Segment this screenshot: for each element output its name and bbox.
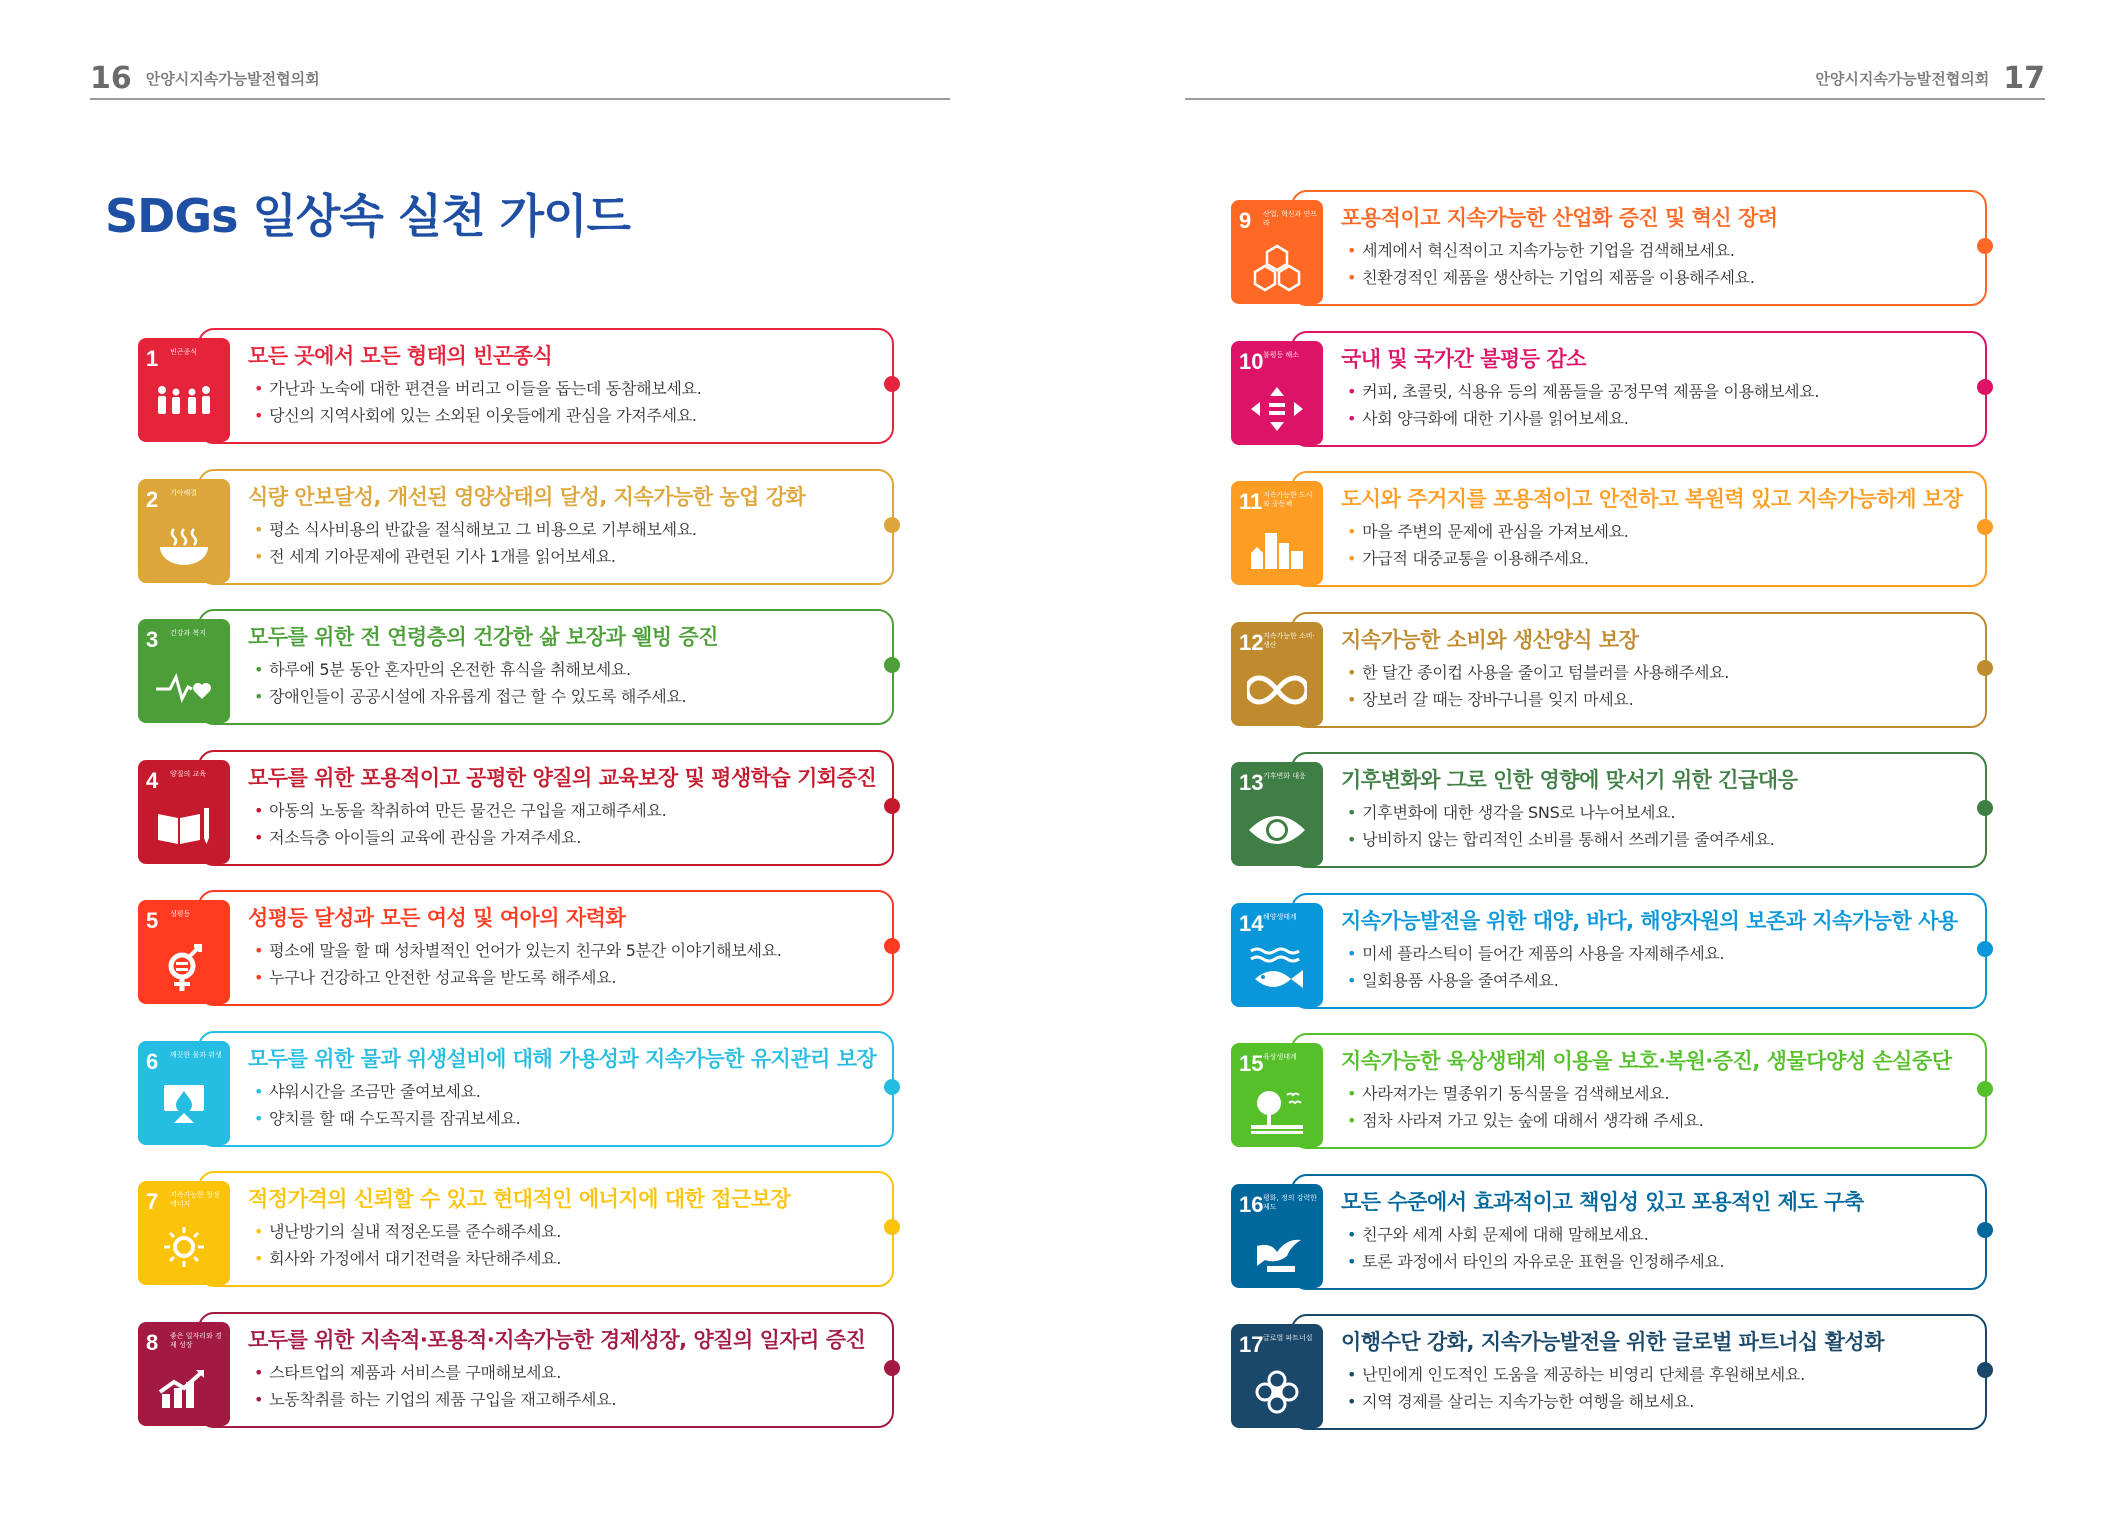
goal-icon-label: 깨끗한 물과 위생: [170, 1050, 222, 1059]
goal-title: 국내 및 국가간 불평등 감소: [1341, 346, 1586, 371]
goal-bullet: [1347, 827, 1775, 850]
goal-bullet: [1347, 406, 1629, 429]
sdg-goal-tile: [1231, 762, 1323, 866]
water-drop-icon: [154, 1083, 214, 1135]
bullet-dot-icon: •: [254, 379, 264, 398]
goal-bullet-text: 평소에 말을 할 때 성차별적인 언어가 있는지 친구와 5분간 이야기해보세요.: [269, 941, 782, 960]
goal-title: 모두를 위한 전 연령층의 건강한 삶 보장과 웰빙 증진: [248, 625, 718, 649]
goal-number: 13: [1239, 770, 1264, 795]
goal-card-1: [138, 328, 898, 446]
sdg-goal-tile: [1231, 1184, 1323, 1288]
bullet-dot-icon: •: [1347, 522, 1357, 541]
goal-bullet-text: 평소 식사비용의 반값을 절식해보고 그 비용으로 기부해보세요.: [269, 519, 697, 539]
cubes-icon: [1247, 242, 1307, 294]
goal-connector-dot: [884, 517, 900, 533]
sdg-goal-tile: [138, 760, 230, 864]
goal-title: 기후변화와 그로 인한 영향에 맞서기 위한 긴급대응: [1341, 768, 1798, 792]
goal-card-3: [138, 609, 898, 727]
infinity-icon: [1247, 664, 1307, 716]
bullet-dot-icon: •: [1347, 241, 1357, 260]
sdg-goal-tile: [1231, 622, 1323, 726]
goal-bullet-text: 친구와 세계 사회 문제에 대해 말해보세요.: [1362, 1224, 1649, 1244]
city-buildings-icon: [1247, 523, 1307, 575]
dove-gavel-icon: [1247, 1226, 1307, 1278]
goal-icon-label: 기아해결: [170, 488, 198, 497]
goal-bullet: [254, 1246, 561, 1269]
goal-number: 2: [146, 486, 159, 512]
book-pencil-icon: [154, 802, 214, 854]
goal-number: 12: [1239, 629, 1264, 655]
bullet-dot-icon: •: [1347, 1365, 1357, 1384]
bullet-dot-icon: •: [254, 406, 264, 425]
goal-bullet-text: 토론 과정에서 타인의 자유로운 표현을 인정해주세요.: [1362, 1251, 1725, 1271]
sdg-goal-tile: [138, 1041, 230, 1145]
goal-icon-label: 양질의 교육: [170, 769, 207, 778]
sdg-goal-tile: [138, 338, 230, 442]
goal-bullet-text: 한 달간 종이컵 사용을 줄이고 텀블러를 사용해주세요.: [1362, 662, 1730, 682]
goal-card-8: [138, 1312, 898, 1430]
goal-title: 성평등 달성과 모든 여성 및 여아의 자력화: [248, 906, 626, 930]
goal-card-13: [1231, 752, 1991, 870]
bullet-dot-icon: •: [1347, 803, 1357, 822]
goal-number: 4: [146, 767, 159, 793]
goal-bullet: [254, 798, 666, 821]
bullet-dot-icon: •: [1347, 689, 1357, 709]
bullet-dot-icon: •: [254, 519, 264, 539]
bullet-dot-icon: •: [254, 800, 264, 820]
goal-card-17: [1231, 1314, 1991, 1432]
goal-icon-label: 성평등: [170, 910, 191, 918]
bullet-dot-icon: •: [254, 1362, 264, 1382]
bullet-dot-icon: •: [1347, 549, 1357, 568]
goal-card-4: [138, 750, 898, 868]
goal-bullet: [254, 376, 702, 399]
goal-number: 17: [1239, 1332, 1264, 1357]
goal-title: 지속가능발전을 위한 대양, 바다, 해양자원의 보존과 지속가능한 사용: [1341, 908, 1958, 933]
goal-bullet: [254, 1079, 481, 1102]
goal-bullet-text: 누구나 건강하고 안전한 성교육을 받도록 해주세요.: [269, 968, 617, 987]
goal-bullet-text: 장보러 갈 때는 장바구니를 잊지 마세요.: [1362, 689, 1634, 709]
bullet-dot-icon: •: [1347, 381, 1357, 401]
goal-card-12: [1231, 612, 1991, 730]
bullet-dot-icon: •: [254, 1081, 264, 1101]
heartbeat-icon: [154, 661, 214, 713]
goal-bullet: [1347, 519, 1629, 542]
goal-connector-dot: [1977, 660, 1993, 676]
bullet-dot-icon: •: [254, 1249, 264, 1268]
goal-bullet: [1347, 1081, 1669, 1104]
page-header-title: 안양시지속가능발전협의회: [1815, 69, 1990, 88]
growth-chart-icon: [154, 1364, 214, 1416]
goal-bullet: [254, 517, 697, 540]
goal-bullet: [1347, 546, 1589, 569]
goal-connector-dot: [1977, 941, 1993, 957]
goal-bullet: [254, 938, 782, 961]
goal-title: 식량 안보달성, 개선된 영양상태의 달성, 지속가능한 농업 강화: [248, 484, 806, 509]
goal-bullet: [254, 965, 616, 988]
goal-icon-label: 평화, 정의 강력한 제도: [1263, 1193, 1318, 1211]
goal-bullet: [254, 1106, 520, 1129]
goal-bullet: [1347, 1108, 1704, 1131]
bowl-icon: [154, 521, 214, 573]
goal-connector-dot: [1977, 519, 1993, 535]
goal-icon-label: 건강과 복지: [170, 629, 207, 637]
goal-bullet-text: 샤워시간을 조금만 줄여보세요.: [269, 1081, 481, 1101]
goal-bullet: [254, 403, 697, 426]
goal-bullet: [254, 825, 581, 848]
goal-bullet-text: 회사와 가정에서 대기전력을 차단해주세요.: [269, 1249, 562, 1268]
goal-bullet: [1347, 800, 1675, 823]
goal-card-6: [138, 1031, 898, 1149]
goal-number: 3: [146, 627, 159, 652]
goal-bullet: [1347, 1362, 1805, 1385]
bullet-dot-icon: •: [254, 827, 264, 847]
goal-connector-dot: [1977, 800, 1993, 816]
goal-title: 적정가격의 신뢰할 수 있고 현대적인 에너지에 대한 접근보장: [248, 1187, 791, 1211]
sdg-goal-tile: [138, 900, 230, 1004]
goal-bullet: [1347, 379, 1819, 402]
sdg-goal-tile: [1231, 1324, 1323, 1428]
goal-card-7: [138, 1171, 898, 1289]
bullet-dot-icon: •: [254, 1108, 264, 1128]
goal-number: 8: [146, 1329, 159, 1355]
goal-icon-label: 지속가능한 도시와 공동체: [1263, 491, 1313, 508]
goal-icon-label: 빈곤종식: [170, 348, 198, 356]
goal-bullet-text: 저소득층 아이들의 교육에 관심을 가져주세요.: [269, 827, 582, 847]
sdg-goal-tile: [1231, 481, 1323, 585]
goal-bullet-text: 냉난방기의 실내 적정온도를 준수해주세요.: [269, 1222, 562, 1241]
goal-card-16: [1231, 1174, 1991, 1292]
bullet-dot-icon: •: [1347, 1392, 1357, 1411]
goal-bullet-text: 노동착취를 하는 기업의 제품 구입을 재고해주세요.: [269, 1389, 617, 1409]
goal-bullet: [254, 1360, 561, 1383]
goal-bullet-text: 낭비하지 않는 합리적인 소비를 통해서 쓰레기를 줄여주세요.: [1362, 830, 1775, 849]
sdg-goal-tile: [1231, 341, 1323, 445]
sdg-goal-tile: [138, 1181, 230, 1285]
bullet-dot-icon: •: [254, 546, 264, 566]
goal-number: 15: [1239, 1051, 1264, 1076]
goal-number: 16: [1239, 1191, 1264, 1217]
bullet-dot-icon: •: [1347, 662, 1357, 682]
goal-bullet-text: 하루에 5분 동안 혼자만의 온전한 휴식을 취해보세요.: [269, 660, 631, 679]
bullet-dot-icon: •: [1347, 1111, 1357, 1130]
goal-bullet: [1347, 1249, 1724, 1272]
goal-number: 5: [146, 908, 159, 933]
bullet-dot-icon: •: [254, 968, 264, 987]
equality-arrows-icon: [1247, 383, 1307, 435]
goal-title: 모든 수준에서 효과적이고 책임성 있고 포용적인 제도 구축: [1341, 1189, 1864, 1214]
goal-icon-label: 지속가능한 소비·생산: [1263, 631, 1315, 649]
sdg-goal-tile: [138, 479, 230, 583]
goal-bullet-text: 사라져가는 멸종위기 동식물을 검색해보세요.: [1362, 1084, 1670, 1103]
goal-title: 지속가능한 소비와 생산양식 보장: [1341, 627, 1639, 652]
goal-bullet-text: 기후변화에 대한 생각을 SNS로 나누어보세요.: [1362, 803, 1676, 822]
goal-number: 1: [146, 346, 159, 371]
earth-eye-icon: [1247, 804, 1307, 856]
bullet-dot-icon: •: [254, 941, 264, 960]
goal-bullet: [254, 684, 686, 707]
goal-connector-dot: [884, 1079, 900, 1095]
goal-connector-dot: [1977, 238, 1993, 254]
goal-title: 모든 곳에서 모든 형태의 빈곤종식: [248, 344, 553, 368]
goal-card-10: [1231, 331, 1991, 449]
goal-icon-label: 좋은 일자리와 경제 성장: [170, 1331, 222, 1349]
goal-card-9: [1231, 190, 1991, 308]
goal-icon-label: 산업, 혁신과 인프라: [1263, 210, 1318, 227]
page-header-left: [90, 58, 950, 100]
bullet-dot-icon: •: [1347, 830, 1357, 849]
goal-bullet-text: 가난과 노숙에 대한 편견을 버리고 이들을 돕는데 동참해보세요.: [269, 379, 702, 398]
goal-bullet: [1347, 660, 1729, 683]
goal-icon-label: 지속가능한 청정에너지: [170, 1191, 220, 1208]
goal-connector-dot: [1977, 1222, 1993, 1238]
goal-number: 11: [1239, 489, 1263, 514]
goal-bullet-text: 당신의 지역사회에 있는 소외된 이웃들에게 관심을 가져주세요.: [269, 406, 697, 425]
goal-bullet-text: 가급적 대중교통을 이용해주세요.: [1362, 549, 1589, 568]
goal-bullet-text: 장애인들이 공공시설에 자유롭게 접근 할 수 있도록 해주세요.: [269, 687, 687, 706]
goal-title: 모두를 위한 물과 위생설비에 대해 가용성과 지속가능한 유지관리 보장: [248, 1046, 877, 1071]
sdg-goal-tile: [138, 619, 230, 723]
goal-card-15: [1231, 1033, 1991, 1151]
goal-connector-dot: [884, 798, 900, 814]
partnership-flower-icon: [1247, 1366, 1307, 1418]
bullet-dot-icon: •: [1347, 943, 1357, 963]
goal-bullet-text: 세계에서 혁신적이고 지속가능한 기업을 검색해보세요.: [1362, 241, 1735, 260]
bullet-dot-icon: •: [1347, 1224, 1357, 1244]
goal-bullet-text: 친환경적인 제품을 생산하는 기업의 제품을 이용해주세요.: [1362, 268, 1755, 287]
bullet-dot-icon: •: [1347, 970, 1357, 990]
goal-icon-label: 기후변화 대응: [1263, 772, 1306, 780]
fish-waves-icon: [1247, 945, 1307, 997]
page-title: SDGs 일상속 실천 가이드: [105, 189, 630, 243]
bullet-dot-icon: •: [1347, 1084, 1357, 1103]
goal-bullet-text: 난민에게 인도적인 도움을 제공하는 비영리 단체를 후원해보세요.: [1362, 1365, 1805, 1384]
goal-bullet: [1347, 941, 1724, 964]
goal-card-11: [1231, 471, 1991, 589]
goal-card-5: [138, 890, 898, 1008]
sdg-goal-tile: [1231, 200, 1323, 304]
goal-bullet-text: 지역 경제를 살리는 지속가능한 여행을 해보세요.: [1362, 1392, 1694, 1411]
bullet-dot-icon: •: [254, 687, 264, 706]
goal-bullet: [254, 1219, 561, 1242]
goal-connector-dot: [884, 657, 900, 673]
goal-title: 이행수단 강화, 지속가능발전을 위한 글로벌 파트너십 활성화: [1341, 1330, 1884, 1354]
goal-connector-dot: [1977, 1081, 1993, 1097]
goal-card-2: [138, 469, 898, 587]
goal-number: 9: [1239, 208, 1252, 233]
goal-bullet: [1347, 968, 1558, 991]
goal-connector-dot: [884, 376, 900, 392]
goal-bullet-text: 미세 플라스틱이 들어간 제품의 사용을 자제해주세요.: [1362, 943, 1725, 963]
bullet-dot-icon: •: [1347, 1251, 1357, 1271]
goal-icon-label: 불평등 해소: [1263, 350, 1300, 359]
goal-number: 7: [146, 1189, 159, 1214]
goal-title: 모두를 위한 지속적·포용적·지속가능한 경제성장, 양질의 일자리 증진: [248, 1327, 866, 1352]
goal-bullet-text: 사회 양극화에 대한 기사를 읽어보세요.: [1362, 408, 1629, 428]
bullet-dot-icon: •: [1347, 408, 1357, 428]
page-header-title: 안양시지속가능발전협의회: [145, 69, 320, 88]
goal-number: 6: [146, 1048, 159, 1074]
goal-bullet-text: 점차 사라져 가고 있는 숲에 대해서 생각해 주세요.: [1362, 1111, 1704, 1130]
goal-bullet: [1347, 238, 1735, 261]
goal-bullet: [254, 657, 631, 680]
goal-connector-dot: [884, 1360, 900, 1376]
goal-bullet: [1347, 687, 1633, 710]
goal-card-14: [1231, 893, 1991, 1011]
goal-bullet: [1347, 265, 1755, 288]
goal-bullet-text: 전 세계 기아문제에 관련된 기사 1개를 읽어보세요.: [269, 546, 616, 566]
goal-bullet-text: 일회용품 사용을 줄여주세요.: [1362, 970, 1559, 990]
bullet-dot-icon: •: [254, 660, 264, 679]
tree-birds-icon: [1247, 1085, 1307, 1137]
sdg-goal-tile: [138, 1322, 230, 1426]
goal-bullet-text: 아동의 노동을 착취하여 만든 물건은 구입을 재고해주세요.: [269, 800, 667, 820]
goal-connector-dot: [884, 1219, 900, 1235]
sun-power-icon: [154, 1223, 214, 1275]
goal-number: 10: [1239, 348, 1264, 374]
people-family-icon: [154, 380, 214, 432]
page-number: 16: [90, 60, 132, 96]
bullet-dot-icon: •: [1347, 268, 1357, 287]
goal-bullet: [254, 1387, 616, 1410]
goal-bullet-text: 양치를 할 때 수도꼭지를 잠궈보세요.: [269, 1108, 521, 1128]
page-number: 17: [2003, 60, 2045, 96]
goal-icon-label: 글로벌 파트너십: [1263, 1334, 1313, 1342]
gender-equality-icon: [154, 942, 214, 994]
goal-connector-dot: [1977, 379, 1993, 395]
bullet-dot-icon: •: [254, 1222, 264, 1241]
goal-bullet: [254, 544, 616, 567]
goal-bullet-text: 커피, 초콜릿, 식용유 등의 제품들을 공정무역 제품을 이용해보세요.: [1362, 381, 1820, 401]
goal-bullet-text: 스타트업의 제품과 서비스를 구매해보세요.: [269, 1362, 562, 1382]
sdg-goal-tile: [1231, 903, 1323, 1007]
goal-number: 14: [1239, 910, 1264, 936]
goal-title: 모두를 위한 포용적이고 공평한 양질의 교육보장 및 평생학습 기회증진: [248, 765, 877, 790]
goal-icon-label: 육상생태계: [1263, 1053, 1297, 1061]
goal-title: 지속가능한 육상생태계 이용을 보호·복원·증진, 생물다양성 손실중단: [1341, 1049, 1952, 1073]
goal-title: 도시와 주거지를 포용적이고 안전하고 복원력 있고 지속가능하게 보장: [1341, 487, 1963, 511]
goal-connector-dot: [1977, 1362, 1993, 1378]
goal-bullet-text: 마을 주변의 문제에 관심을 가져보세요.: [1362, 522, 1629, 541]
goal-bullet: [1347, 1389, 1694, 1412]
page-header-right: [1185, 58, 2045, 100]
goal-icon-label: 해양생태계: [1263, 912, 1297, 921]
goal-bullet: [1347, 1222, 1649, 1245]
bullet-dot-icon: •: [254, 1389, 264, 1409]
goal-title: 포용적이고 지속가능한 산업화 증진 및 혁신 장려: [1341, 206, 1778, 230]
sdg-goal-tile: [1231, 1043, 1323, 1147]
goal-connector-dot: [884, 938, 900, 954]
